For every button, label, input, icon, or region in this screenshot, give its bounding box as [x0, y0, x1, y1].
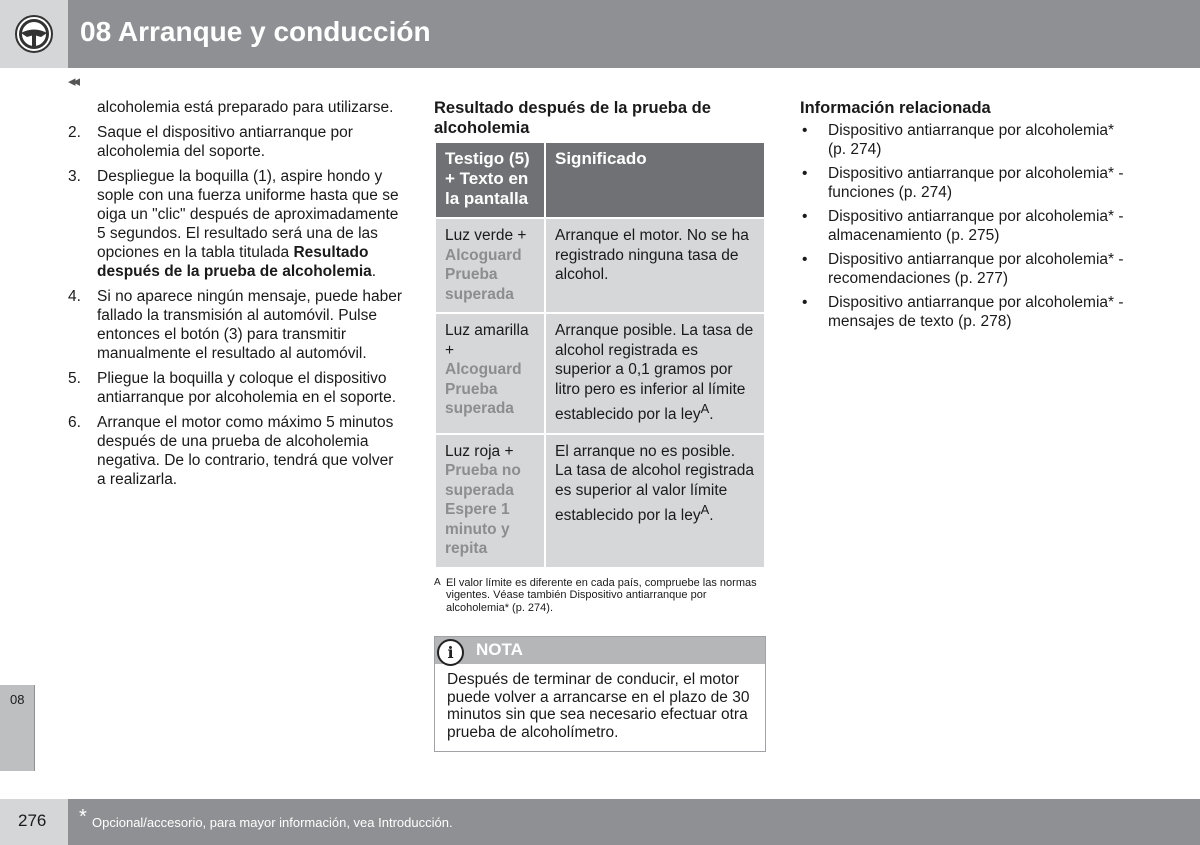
display-message: Prueba no superada Espere 1 minuto y repita [445, 462, 521, 558]
step-number: 3. [68, 168, 81, 185]
steering-wheel-icon [14, 14, 54, 54]
meaning-text: Arranque posible. La tasa de alcohol registrada es superior a 0,1 gramos por litro pero es inferior al límite establecido por la ley [555, 322, 754, 424]
footnote-ref: A [700, 502, 710, 518]
display-message: Alcoguard Prueba superada [445, 361, 522, 417]
chapter-icon-box [0, 0, 68, 68]
meaning-cell [545, 218, 765, 313]
display-message: Alcoguard Prueba superada [445, 246, 522, 303]
step-text: Pliegue la boquilla y coloque el dispositivo antiarranque por alcoholemia en el soporte. [97, 370, 396, 406]
related-link[interactable] [800, 207, 1135, 245]
related-link[interactable] [800, 293, 1135, 331]
results-table [434, 141, 766, 569]
step-bold-ref: Resultado después de la prueba de alcoholemia [97, 244, 372, 280]
note-box [434, 636, 766, 752]
indicator-cell [435, 313, 545, 434]
meaning-text: El arranque no es posible. La tasa de alcohol registrada es superior al valor límite establecido por la ley [555, 442, 755, 525]
bullet-icon: • [802, 122, 808, 139]
page-header [0, 0, 1200, 68]
step-text: Despliegue la boquilla (1), aspire hondo y sople con una fuerza uniforme hasta que se oiga un "clic" después de aproximadamente 5 segundos. El resultado será una de las opciones en la tabla titulada [97, 168, 399, 261]
step-number: 6. [68, 414, 81, 431]
footer-star: * [79, 806, 87, 828]
bullet-icon: • [802, 294, 808, 311]
step-item [68, 98, 403, 117]
step-number: 5. [68, 370, 81, 387]
step-number: 4. [68, 288, 81, 305]
related-link-text[interactable]: Dispositivo antiarranque por alcoholemia* (p. 274) [828, 122, 1115, 158]
step-text: Si no aparece ningún mensaje, puede haber fallado la transmisión al automóvil. Pulse entonces el botón (3) para transmitir manualmente el resultado al automóvil. [97, 288, 403, 362]
meaning-cell: Arranque posible. La tasa de alcohol registrada es superior a 0,1 gramos por litro pero es inferior al límite establecido por la ley$^A$. [545, 313, 765, 434]
related-link-text[interactable]: Dispositivo antiarranque por alcoholemia* - funciones (p. 274) [828, 165, 1124, 201]
related-links-list [800, 121, 1135, 331]
bullet-icon: • [802, 251, 808, 268]
indicator-light: Luz amarilla + [445, 322, 529, 359]
step-item [68, 123, 403, 161]
table-row [435, 218, 765, 313]
page-title: 08 Arranque y conducción [80, 16, 431, 47]
step-item [68, 413, 403, 489]
step-item [68, 287, 403, 363]
related-link-text[interactable]: Dispositivo antiarranque por alcoholemia* - mensajes de texto (p. 278) [828, 294, 1124, 330]
related-info-column [800, 98, 1135, 336]
related-link[interactable] [800, 164, 1135, 202]
indicator-light: Luz verde + [445, 227, 527, 244]
continued-from-previous-page-icon: ◂◂ [68, 73, 78, 90]
footer-note-bar [68, 799, 1200, 845]
note-title: NOTA [476, 640, 523, 660]
step-text: alcoholemia está preparado para utilizarse. [97, 99, 394, 116]
steps-column [68, 98, 403, 495]
footnote-text: El valor límite es diferente en cada país, compruebe las normas vigentes. Véase también Dispositivo antiarranque por alcoholemia* (p. 274). [446, 576, 757, 614]
meaning-cell: El arranque no es posible. La tasa de alcohol registrada es superior al valor límite establecido por la ley$^A$. [545, 434, 765, 568]
related-link[interactable] [800, 250, 1135, 288]
indicator-cell [435, 218, 545, 313]
note-body: Después de terminar de conducir, el motor puede volver a arrancarse en el plazo de 30 minutos sin que sea necesario efectuar otra prueba de alcoholímetro. [447, 671, 750, 741]
step-text-end: . [371, 263, 377, 280]
step-text: Arranque el motor como máximo 5 minutos después de una prueba de alcoholemia negativa. De lo contrario, tendrá que volver a realizarla. [97, 414, 394, 488]
table-row [435, 313, 765, 434]
indicator-light: Luz roja + [445, 442, 514, 460]
footnote-ref: A [700, 401, 710, 416]
indicator-cell [435, 434, 545, 568]
note-header [435, 637, 765, 664]
results-table-title: Resultado después de la prueba de alcoholemia [434, 99, 711, 137]
page-number: 276 [18, 811, 47, 830]
bullet-icon: • [802, 208, 808, 225]
step-item [68, 369, 403, 407]
step-item [68, 167, 403, 281]
footer-note: Opcional/accesorio, para mayor información, vea Introducción. [92, 815, 453, 830]
footnote-mark: A [434, 576, 441, 588]
bullet-icon: • [802, 165, 808, 182]
chapter-tab-label: 08 [10, 692, 25, 707]
results-column [434, 98, 766, 752]
column-header-meaning: Significado [545, 142, 765, 218]
step-text: Saque el dispositivo antiarranque por alcoholemia del soporte. [97, 124, 353, 160]
table-row [435, 434, 765, 568]
related-info-title: Información relacionada [800, 99, 991, 117]
column-header-indicator: Testigo (5) + Texto en la pantalla [435, 142, 545, 218]
results-table-header-row [435, 142, 765, 218]
related-link-text[interactable]: Dispositivo antiarranque por alcoholemia* - recomendaciones (p. 277) [828, 251, 1124, 287]
table-footnote [434, 577, 766, 615]
related-link-text[interactable]: Dispositivo antiarranque por alcoholemia* - almacenamiento (p. 275) [828, 208, 1124, 244]
related-link[interactable] [800, 121, 1135, 159]
page-number-box [0, 799, 68, 845]
meaning-text: Arranque el motor. No se ha registrado ninguna tasa de alcohol. [555, 227, 749, 283]
info-icon: i [437, 639, 464, 666]
page-footer [0, 799, 1200, 845]
chapter-tab [0, 685, 35, 771]
step-number: 2. [68, 124, 81, 141]
